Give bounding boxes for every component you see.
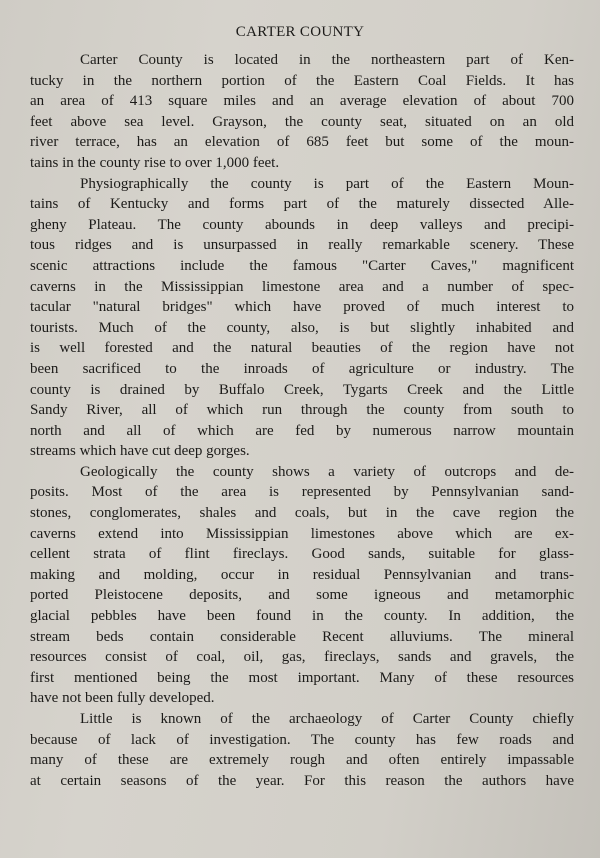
text-line: making and molding, occur in residual Pennsylvanian and trans-	[30, 566, 574, 583]
text-line: Little is known of the archaeology of Carter County chiefly	[80, 711, 574, 727]
paragraph-physiography	[30, 174, 574, 462]
text-line: caverns in the Mississippian limestone area and a number of spec-	[30, 278, 574, 295]
text-line: river terrace, has an elevation of 685 feet but some of the moun-	[30, 134, 574, 151]
text-line: an area of 413 square miles and an average elevation of about 700	[30, 93, 574, 110]
text-line: at certain seasons of the year. For this reason the authors have	[30, 772, 574, 789]
text-line: have not been fully developed.	[30, 690, 215, 707]
text-line: Sandy River, all of which run through the county from south to	[30, 402, 574, 419]
text-line: tacular "natural bridges" which have proved of much interest to	[30, 299, 574, 316]
text-line: tains of Kentucky and forms part of the maturely dissected Alle-	[30, 196, 574, 213]
text-line: posits. Most of the area is represented by Pennsylvanian sand-	[30, 484, 574, 501]
page-title: CARTER COUNTY	[235, 24, 365, 40]
text-line: tourists. Much of the county, also, is but slightly inhabited and	[30, 319, 574, 336]
text-line: because of lack of investigation. The county has few roads and	[30, 731, 574, 748]
text-line: feet above sea level. Grayson, the county seat, situated on an old	[30, 113, 574, 130]
body-text	[30, 50, 574, 791]
text-line: Geologically the county shows a variety of outcrops and de-	[80, 463, 574, 480]
text-line: stream beds contain considerable Recent alluviums. The mineral	[30, 628, 574, 645]
text-line: tous ridges and is unsurpassed in really remarkable scenery. These	[30, 237, 574, 254]
text-line: tains in the county rise to over 1,000 feet.	[30, 154, 280, 171]
text-line: first mentioned being the most important. Many of these resources	[30, 669, 574, 686]
text-line: is well forested and the natural beauties of the region have not	[30, 340, 574, 357]
text-line: stones, conglomerates, shales and coals, but in the cave region the	[30, 505, 574, 522]
text-line: been sacrificed to the inroads of agriculture or industry. The	[30, 360, 574, 377]
text-line: glacial pebbles have been found in the county. In addition, the	[30, 608, 574, 625]
paragraph-archaeology	[30, 709, 574, 791]
text-line: ported Pleistocene deposits, and some igneous and metamorphic	[30, 587, 574, 604]
text-line: north and all of which are fed by numerous narrow mountain	[30, 422, 574, 439]
text-line: resources consist of coal, oil, gas, fireclays, sands and gravels, the	[30, 649, 574, 666]
text-line: tucky in the northern portion of the Eastern Coal Fields. It has	[30, 72, 574, 89]
text-line: cellent strata of flint fireclays. Good sands, suitable for glass-	[30, 546, 574, 563]
text-line: county is drained by Buffalo Creek, Tygarts Creek and the Little	[30, 381, 574, 398]
paragraph-geology	[30, 462, 574, 709]
text-line: scenic attractions include the famous "Carter Caves," magnificent	[30, 257, 574, 274]
text-line: many of these are extremely rough and often entirely impassable	[30, 752, 574, 769]
text-line: Carter County is located in the northeastern part of Ken-	[80, 52, 574, 68]
text-line: streams which have cut deep gorges.	[30, 443, 250, 460]
text-line: gheny Plateau. The county abounds in deep valleys and precipi-	[30, 216, 574, 233]
paragraph-location	[30, 50, 574, 174]
text-line: caverns extend into Mississippian limestones above which are ex-	[30, 525, 574, 542]
text-line: Physiographically the county is part of the Eastern Moun-	[80, 175, 574, 192]
